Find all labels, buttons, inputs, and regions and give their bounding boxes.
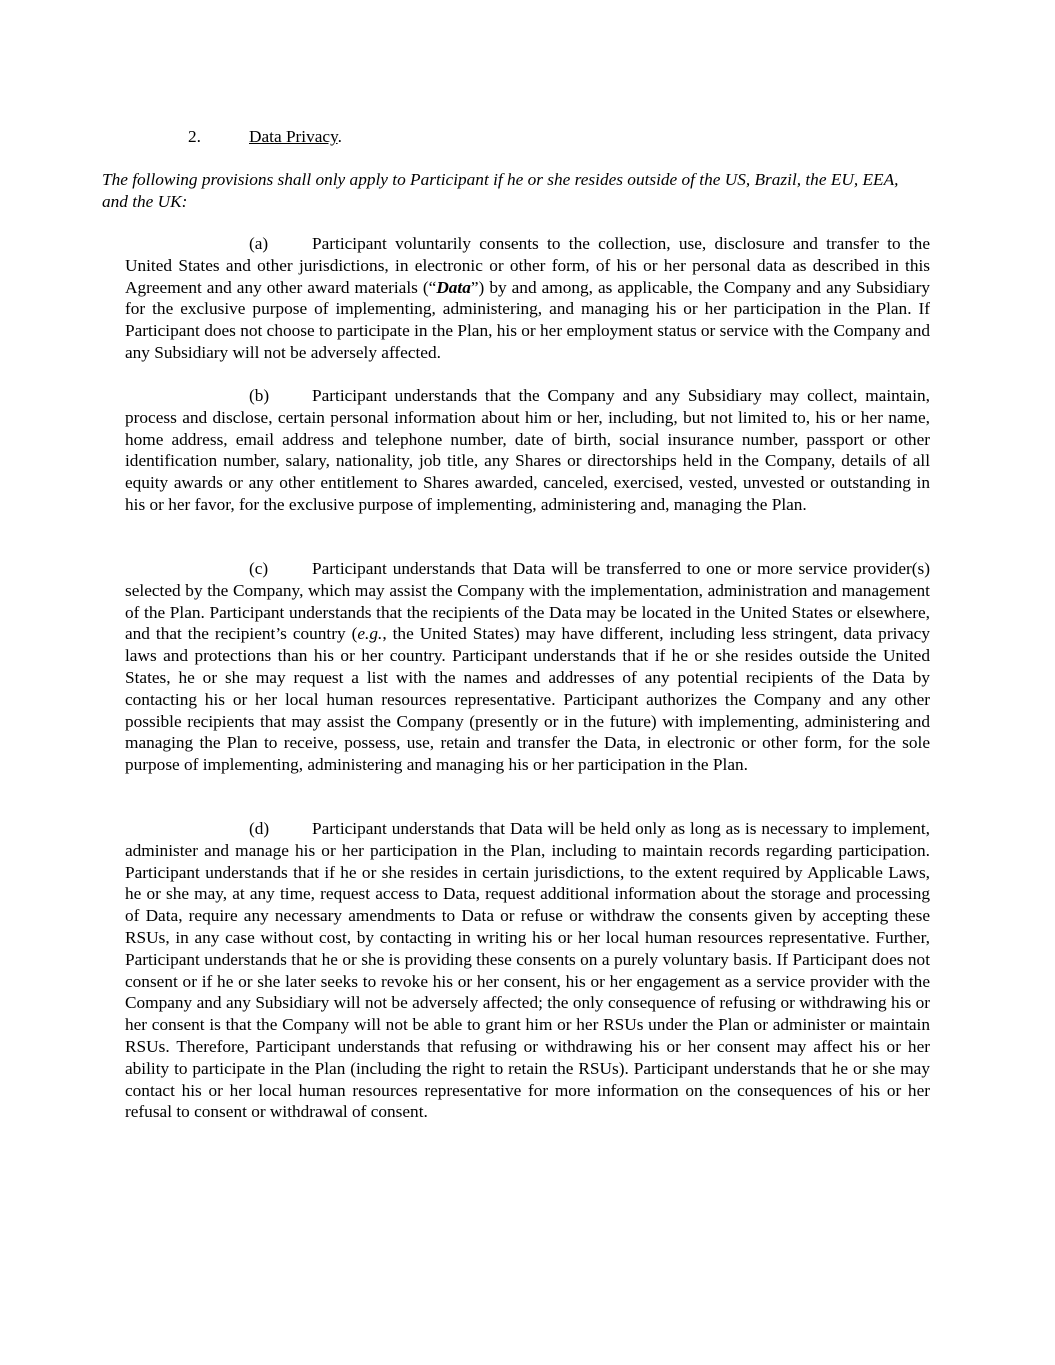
paragraph-a <box>125 233 930 364</box>
paragraph-c-text-after: , the United States) may have different, including less stringent, data privacy laws and protections than his or her country. Participant understands that if he or she resides outside the United States, he or she may request a list with the names and addresses of any potential recipients of the Data by contacting his or her local human resources representative. Participant authorizes the Company and any other possible recipients that may assist the Company (presently or in the future) with implementing, administering and managing the Plan to receive, possess, use, retain and transfer the Data, in electronic or other form, for the sole purpose of implementing, administering and managing his or her participation in the Plan. <box>125 624 930 775</box>
paragraph-a-text-after: ”) by and among, as applicable, the Company and any Subsidiary for the exclusive purpose of implementing, administering, and managing his or her participation in the Plan. If Participant does not choose to participate in the Plan, his or her employment status or service with the Company and any Subsidiary will not be adversely affected. <box>125 277 930 362</box>
paragraph-c-label: (c) <box>249 559 269 578</box>
defined-term-data: Data <box>436 277 471 297</box>
section-number: 2. <box>188 127 201 146</box>
paragraph-d <box>125 818 930 1123</box>
paragraph-d-text: Participant understands that Data will be held only as long as is necessary to implement, administer and manage his or her participation in the Plan, including to maintain records regarding participation. Participant understands that if he or she resides in certain jurisdictions, to the extent required by Applicable Laws, he or she may, at any time, request access to Data, request additional information about the storage and processing of Data, require any necessary amendments to Data or refuse or withdraw the consents given by accepting these RSUs, in any case without cost, by contacting in writing his or her local human resources representative. Further, Participant understands that he or she is providing these consents on a purely voluntary basis. If Participant does not consent or if he or she later seeks to revoke his or her consent, his or her engagement as a service provider with the Company and any Subsidiary will not be adversely affected; the only consequence of refusing or withdrawing his or her consent is that the Company will not be able to grant him or her RSUs under the Plan or administer or maintain RSUs. Therefore, Participant understands that refusing or withdrawing his or her consent may affect his or her ability to participate in the Plan (including the right to retain the RSUs). Participant understands that he or she may contact his or her local human resources representative for more information on the consequences of his or her refusal to consent or withdrawal of consent. <box>125 819 930 1122</box>
section-title: Data Privacy <box>249 127 338 146</box>
paragraph-c-text-before: Participant understands that Data will be transferred to one or more service provider(s) selected by the Company, which may assist the Company with the implementation, administration and management of the Plan. Participant understands that the recipients of the Data may be located in the United States or elsewhere, and that the recipient’s country ( <box>125 559 930 644</box>
paragraph-a-label: (a) <box>249 234 269 253</box>
paragraph-b-text: Participant understands that the Company and any Subsidiary may collect, maintain, process and disclose, certain personal information about him or her, including, but not limited to, his or her name, home address, email address and telephone number, date of birth, social insurance number, passport or other identification number, salary, nationality, job title, any Shares or directorships held in the Company, details of all equity awards or any other entitlement to Shares awarded, canceled, exercised, vested, unvested or outstanding in his or her favor, for the exclusive purpose of implementing, administering and, managing the Plan. <box>125 386 930 514</box>
paragraph-c <box>125 558 930 776</box>
section-heading <box>188 126 342 148</box>
section-title-suffix: . <box>337 127 342 146</box>
italic-term-eg: e.g. <box>357 624 383 644</box>
intro-paragraph: The following provisions shall only apply to Participant if he or she resides outside of the US, Brazil, the EU, EEA, and the UK: <box>102 170 899 211</box>
paragraph-a-text-before: Participant voluntarily consents to the collection, use, disclosure and transfer to the United States and other jurisdictions, in electronic or other form, of his or her personal data as described in this Agreement and any other award materials (“ <box>125 234 930 297</box>
paragraph-b-label: (b) <box>249 386 270 405</box>
paragraph-b <box>125 385 930 516</box>
paragraph-d-label: (d) <box>249 819 270 838</box>
